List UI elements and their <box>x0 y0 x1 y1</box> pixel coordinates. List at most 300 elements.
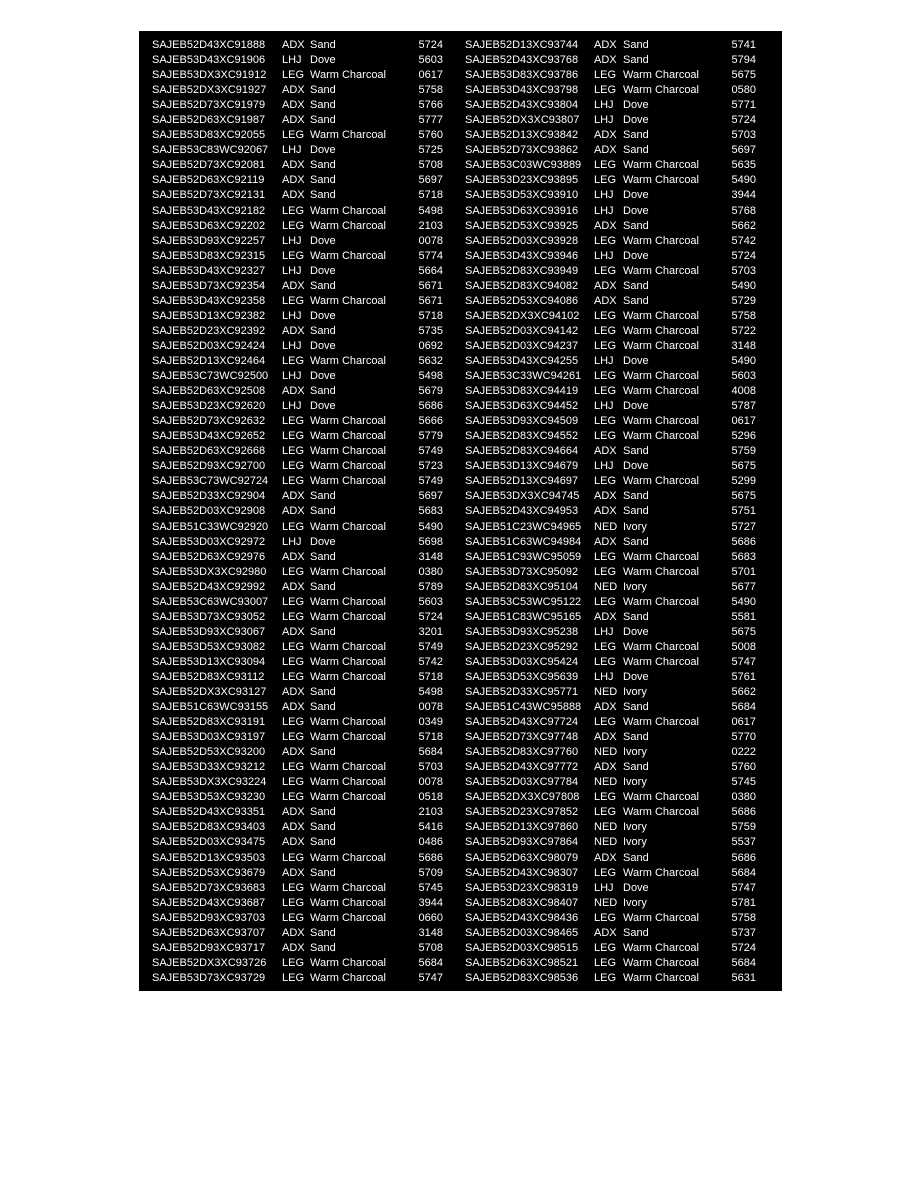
trim-name-cell: Dove <box>623 204 649 217</box>
number-cell: 0222 <box>731 746 756 759</box>
trim-name-cell: Sand <box>310 189 336 202</box>
vin-cell: SAJEB52D43XC93687 <box>152 896 266 909</box>
table-row <box>152 926 782 941</box>
number-cell: 5735 <box>418 324 443 337</box>
trim-code-cell: ADX <box>282 279 305 292</box>
trim-name-cell: Warm Charcoal <box>623 550 699 563</box>
column-gap <box>443 429 465 444</box>
vin-cell: SAJEB53D63XC92202 <box>152 219 266 232</box>
vin-cell: SAJEB52D03XC92908 <box>152 505 266 518</box>
trim-name-cell: Sand <box>310 806 336 819</box>
trim-code-cell: ADX <box>594 610 617 623</box>
number-cell: 5724 <box>731 114 756 127</box>
vin-cell: SAJEB53DX3XC94745 <box>465 490 580 503</box>
trim-name-cell: Dove <box>623 460 649 473</box>
vin-cell: SAJEB52D53XC94086 <box>465 294 579 307</box>
trim-code-cell: LHJ <box>282 370 302 383</box>
number-cell: 5745 <box>418 881 443 894</box>
vin-cell: SAJEB52D63XC98079 <box>465 851 579 864</box>
vin-cell: SAJEB52D73XC91979 <box>152 99 266 112</box>
trim-name-cell: Warm Charcoal <box>310 294 386 307</box>
trim-name-cell: Warm Charcoal <box>623 159 699 172</box>
column-gap <box>443 98 465 113</box>
number-cell: 5742 <box>731 234 756 247</box>
vin-cell: SAJEB52D73XC92131 <box>152 189 266 202</box>
number-cell: 5683 <box>731 550 756 563</box>
column-gap <box>443 459 465 474</box>
trim-name-cell: Ivory <box>623 836 647 849</box>
table-row <box>152 971 782 986</box>
number-cell: 5758 <box>731 911 756 924</box>
trim-name-cell: Sand <box>310 324 336 337</box>
vin-cell: SAJEB52D63XC92119 <box>152 174 265 187</box>
trim-code-cell: LEG <box>594 716 617 729</box>
trim-name-cell: Warm Charcoal <box>623 309 699 322</box>
trim-name-cell: Warm Charcoal <box>623 264 699 277</box>
column-gap <box>443 835 465 850</box>
trim-name-cell: Dove <box>623 400 649 413</box>
table-row <box>152 685 782 700</box>
vin-cell: SAJEB52D23XC97852 <box>465 806 579 819</box>
table-row <box>152 700 782 715</box>
vin-cell: SAJEB51C83WC95165 <box>465 610 582 623</box>
table-row <box>152 820 782 835</box>
trim-code-cell: NED <box>594 520 618 533</box>
number-cell: 5760 <box>731 761 756 774</box>
number-cell: 5684 <box>731 701 756 714</box>
trim-name-cell: Sand <box>623 851 649 864</box>
trim-name-cell: Warm Charcoal <box>623 941 699 954</box>
trim-name-cell: Sand <box>310 84 336 97</box>
number-cell: 5745 <box>731 776 756 789</box>
number-cell: 0617 <box>418 69 443 82</box>
trim-code-cell: LHJ <box>282 400 302 413</box>
trim-name-cell: Dove <box>623 670 649 683</box>
trim-code-cell: ADX <box>282 550 305 563</box>
column-gap <box>443 715 465 730</box>
trim-name-cell: Warm Charcoal <box>623 806 699 819</box>
table-row <box>152 38 782 53</box>
column-gap <box>443 881 465 896</box>
number-cell: 5701 <box>731 565 756 578</box>
column-gap <box>443 83 465 98</box>
number-cell: 5766 <box>418 99 443 112</box>
vin-cell: SAJEB52DX3XC97808 <box>465 791 580 804</box>
column-gap <box>443 866 465 881</box>
table-row <box>152 68 782 83</box>
vin-cell: SAJEB51C63WC93155 <box>152 701 269 714</box>
trim-code-cell: ADX <box>282 84 305 97</box>
number-cell: 3944 <box>731 189 756 202</box>
column-gap <box>443 489 465 504</box>
column-gap <box>443 309 465 324</box>
number-cell: 5603 <box>418 54 443 67</box>
column-gap <box>443 610 465 625</box>
trim-name-cell: Ivory <box>623 580 647 593</box>
trim-name-cell: Sand <box>623 490 649 503</box>
trim-name-cell: Sand <box>310 836 336 849</box>
vin-cell: SAJEB53D83XC92315 <box>152 249 266 262</box>
trim-code-cell: NED <box>594 821 618 834</box>
vin-cell: SAJEB52D13XC92464 <box>152 354 266 367</box>
trim-code-cell: ADX <box>594 39 617 51</box>
trim-name-cell: Warm Charcoal <box>310 640 386 653</box>
vin-cell: SAJEB52DX3XC94102 <box>465 309 580 322</box>
trim-code-cell: ADX <box>594 926 617 939</box>
column-gap <box>443 38 465 53</box>
vin-cell: SAJEB52D83XC98536 <box>465 971 579 984</box>
number-cell: 5758 <box>418 84 443 97</box>
table-row <box>152 896 782 911</box>
trim-code-cell: LEG <box>594 475 617 488</box>
trim-code-cell: ADX <box>594 490 617 503</box>
vin-cell: SAJEB52D83XC98407 <box>465 896 579 909</box>
number-cell: 5490 <box>731 174 756 187</box>
number-cell: 5724 <box>418 39 443 51</box>
vin-cell: SAJEB53D23XC98319 <box>465 881 579 894</box>
number-cell: 5683 <box>418 505 443 518</box>
vin-cell: SAJEB52D43XC98307 <box>465 866 579 879</box>
number-cell: 4008 <box>731 385 756 398</box>
table-row <box>152 53 782 68</box>
trim-code-cell: LEG <box>282 896 305 909</box>
column-gap <box>443 113 465 128</box>
vin-cell: SAJEB52D13XC93503 <box>152 851 266 864</box>
trim-name-cell: Sand <box>310 686 336 699</box>
trim-code-cell: LEG <box>282 460 305 473</box>
number-cell: 3148 <box>418 926 443 939</box>
table-row <box>152 535 782 550</box>
number-cell: 5697 <box>418 174 443 187</box>
vin-cell: SAJEB53D43XC94255 <box>465 354 579 367</box>
number-cell: 2103 <box>418 219 443 232</box>
number-cell: 5703 <box>418 761 443 774</box>
trim-code-cell: ADX <box>594 129 617 142</box>
trim-code-cell: LHJ <box>282 234 302 247</box>
vin-cell: SAJEB52DX3XC93127 <box>152 686 267 699</box>
number-cell: 5299 <box>731 475 756 488</box>
trim-name-cell: Sand <box>310 39 336 51</box>
trim-name-cell: Warm Charcoal <box>623 595 699 608</box>
trim-name-cell: Sand <box>310 625 336 638</box>
trim-name-cell: Dove <box>310 400 336 413</box>
trim-code-cell: LEG <box>282 776 305 789</box>
number-cell: 3148 <box>418 550 443 563</box>
trim-name-cell: Warm Charcoal <box>310 971 386 984</box>
trim-code-cell: LHJ <box>282 54 302 67</box>
vin-cell: SAJEB52D63XC92668 <box>152 445 266 458</box>
trim-name-cell: Warm Charcoal <box>310 354 386 367</box>
trim-name-cell: Warm Charcoal <box>310 249 386 262</box>
number-cell: 5490 <box>731 354 756 367</box>
trim-name-cell: Sand <box>623 294 649 307</box>
trim-name-cell: Sand <box>623 701 649 714</box>
column-gap <box>443 820 465 835</box>
table-row <box>152 941 782 956</box>
number-cell: 0660 <box>418 911 443 924</box>
trim-code-cell: ADX <box>282 39 305 51</box>
vin-cell: SAJEB52DX3XC93807 <box>465 114 580 127</box>
number-cell: 5671 <box>418 279 443 292</box>
column-gap <box>443 775 465 790</box>
vin-cell: SAJEB53D53XC93910 <box>465 189 579 202</box>
table-row <box>152 504 782 519</box>
column-gap <box>443 580 465 595</box>
number-cell: 5498 <box>418 686 443 699</box>
column-gap <box>443 700 465 715</box>
trim-name-cell: Warm Charcoal <box>623 956 699 969</box>
trim-name-cell: Dove <box>623 249 649 262</box>
table-row <box>152 234 782 249</box>
trim-name-cell: Warm Charcoal <box>623 385 699 398</box>
column-gap <box>443 730 465 745</box>
vin-cell: SAJEB53D23XC92620 <box>152 400 266 413</box>
table-row <box>152 188 782 203</box>
vin-cell: SAJEB52D63XC98521 <box>465 956 579 969</box>
trim-code-cell: ADX <box>594 219 617 232</box>
vin-cell: SAJEB53D93XC94509 <box>465 415 579 428</box>
trim-name-cell: Warm Charcoal <box>310 761 386 774</box>
vin-cell: SAJEB51C63WC94984 <box>465 535 582 548</box>
trim-name-cell: Sand <box>310 114 336 127</box>
number-cell: 5724 <box>418 610 443 623</box>
vin-cell: SAJEB52DX3XC93726 <box>152 956 267 969</box>
trim-name-cell: Sand <box>623 39 649 51</box>
vin-cell: SAJEB53D73XC93729 <box>152 971 266 984</box>
vin-cell: SAJEB53D43XC93946 <box>465 249 579 262</box>
trim-code-cell: ADX <box>594 294 617 307</box>
number-cell: 0692 <box>418 339 443 352</box>
trim-code-cell: ADX <box>282 99 305 112</box>
trim-code-cell: ADX <box>282 866 305 879</box>
trim-code-cell: ADX <box>282 189 305 202</box>
trim-code-cell: LHJ <box>594 189 614 202</box>
trim-name-cell: Dove <box>623 354 649 367</box>
trim-code-cell: LEG <box>282 595 305 608</box>
trim-code-cell: LHJ <box>282 264 302 277</box>
number-cell: 5747 <box>418 971 443 984</box>
vin-cell: SAJEB52D33XC95771 <box>465 686 579 699</box>
trim-name-cell: Warm Charcoal <box>623 791 699 804</box>
vin-cell: SAJEB52D73XC93683 <box>152 881 266 894</box>
vin-cell: SAJEB52D03XC93475 <box>152 836 266 849</box>
number-cell: 5722 <box>731 324 756 337</box>
table-row <box>152 805 782 820</box>
number-cell: 5679 <box>418 385 443 398</box>
table-row <box>152 881 782 896</box>
table-row <box>152 98 782 113</box>
column-gap <box>443 173 465 188</box>
vin-table-rows <box>152 38 782 986</box>
trim-code-cell: ADX <box>282 505 305 518</box>
vin-cell: SAJEB53D93XC95238 <box>465 625 579 638</box>
vin-cell: SAJEB52D43XC93351 <box>152 806 266 819</box>
number-cell: 0349 <box>418 716 443 729</box>
trim-name-cell: Sand <box>310 580 336 593</box>
column-gap <box>443 595 465 610</box>
trim-code-cell: LEG <box>594 911 617 924</box>
trim-name-cell: Sand <box>623 129 649 142</box>
number-cell: 5416 <box>418 821 443 834</box>
table-row <box>152 459 782 474</box>
table-row <box>152 474 782 489</box>
trim-name-cell: Sand <box>623 761 649 774</box>
trim-name-cell: Warm Charcoal <box>310 520 386 533</box>
trim-name-cell: Warm Charcoal <box>623 866 699 879</box>
trim-code-cell: ADX <box>282 159 305 172</box>
trim-code-cell: ADX <box>282 701 305 714</box>
vin-cell: SAJEB53D93XC92257 <box>152 234 266 247</box>
trim-name-cell: Dove <box>310 535 336 548</box>
column-gap <box>443 369 465 384</box>
trim-code-cell: ADX <box>594 505 617 518</box>
trim-name-cell: Sand <box>623 505 649 518</box>
trim-code-cell: LEG <box>282 731 305 744</box>
trim-code-cell: LEG <box>594 69 617 82</box>
table-row <box>152 625 782 640</box>
vin-cell: SAJEB53C63WC93007 <box>152 595 269 608</box>
vin-cell: SAJEB52D13XC97860 <box>465 821 579 834</box>
trim-code-cell: NED <box>594 686 618 699</box>
number-cell: 5686 <box>731 535 756 548</box>
trim-code-cell: LEG <box>282 610 305 623</box>
trim-name-cell: Warm Charcoal <box>623 84 699 97</box>
vin-cell: SAJEB53D83XC94419 <box>465 385 579 398</box>
table-row <box>152 775 782 790</box>
trim-name-cell: Dove <box>623 189 649 202</box>
trim-code-cell: ADX <box>282 385 305 398</box>
column-gap <box>443 670 465 685</box>
number-cell: 2103 <box>418 806 443 819</box>
vin-cell: SAJEB52D83XC97760 <box>465 746 579 759</box>
column-gap <box>443 53 465 68</box>
trim-name-cell: Warm Charcoal <box>310 670 386 683</box>
vin-cell: SAJEB53DX3XC91912 <box>152 69 267 82</box>
table-row <box>152 128 782 143</box>
vin-cell: SAJEB53D43XC92358 <box>152 294 266 307</box>
column-gap <box>443 204 465 219</box>
vin-cell: SAJEB52D73XC93862 <box>465 144 579 157</box>
vin-cell: SAJEB53D83XC92055 <box>152 129 266 142</box>
trim-code-cell: LEG <box>594 339 617 352</box>
trim-name-cell: Warm Charcoal <box>310 460 386 473</box>
number-cell: 5684 <box>418 746 443 759</box>
trim-code-cell: LEG <box>594 430 617 443</box>
trim-code-cell: LEG <box>282 445 305 458</box>
trim-name-cell: Warm Charcoal <box>623 370 699 383</box>
number-cell: 5581 <box>731 610 756 623</box>
trim-code-cell: ADX <box>282 324 305 337</box>
trim-code-cell: LEG <box>282 219 305 232</box>
number-cell: 5008 <box>731 640 756 653</box>
trim-code-cell: LHJ <box>282 339 302 352</box>
table-row <box>152 489 782 504</box>
trim-code-cell: LEG <box>594 370 617 383</box>
number-cell: 5760 <box>418 129 443 142</box>
trim-code-cell: LEG <box>282 655 305 668</box>
number-cell: 5684 <box>731 956 756 969</box>
table-row <box>152 249 782 264</box>
trim-code-cell: NED <box>594 580 618 593</box>
column-gap <box>443 399 465 414</box>
vin-cell: SAJEB52D43XC94953 <box>465 505 579 518</box>
vin-cell: SAJEB53D53XC93082 <box>152 640 266 653</box>
vin-cell: SAJEB52D33XC92904 <box>152 490 266 503</box>
number-cell: 5747 <box>731 655 756 668</box>
trim-name-cell: Warm Charcoal <box>623 339 699 352</box>
trim-name-cell: Warm Charcoal <box>623 234 699 247</box>
trim-code-cell: LEG <box>594 309 617 322</box>
number-cell: 0078 <box>418 701 443 714</box>
trim-name-cell: Sand <box>310 490 336 503</box>
vin-cell: SAJEB53D43XC93798 <box>465 84 579 97</box>
trim-code-cell: LEG <box>594 866 617 879</box>
vin-cell: SAJEB53DX3XC92980 <box>152 565 267 578</box>
number-cell: 5761 <box>731 670 756 683</box>
trim-name-cell: Sand <box>623 610 649 623</box>
trim-code-cell: ADX <box>282 580 305 593</box>
number-cell: 5498 <box>418 370 443 383</box>
number-cell: 5490 <box>418 520 443 533</box>
trim-name-cell: Sand <box>310 926 336 939</box>
vin-cell: SAJEB53D63XC93916 <box>465 204 579 217</box>
number-cell: 5749 <box>418 475 443 488</box>
vin-cell: SAJEB52DX3XC91927 <box>152 84 267 97</box>
trim-code-cell: LEG <box>282 294 305 307</box>
trim-code-cell: ADX <box>594 535 617 548</box>
trim-name-cell: Warm Charcoal <box>310 129 386 142</box>
trim-name-cell: Dove <box>623 114 649 127</box>
vin-cell: SAJEB52D43XC93768 <box>465 54 579 67</box>
vin-cell: SAJEB52D73XC92632 <box>152 415 266 428</box>
vin-cell: SAJEB52D43XC92992 <box>152 580 266 593</box>
column-gap <box>443 851 465 866</box>
vin-cell: SAJEB52D63XC93707 <box>152 926 266 939</box>
trim-name-cell: Sand <box>310 159 336 172</box>
table-row <box>152 83 782 98</box>
column-gap <box>443 926 465 941</box>
trim-code-cell: ADX <box>282 941 305 954</box>
vin-cell: SAJEB53D13XC93094 <box>152 655 266 668</box>
table-row <box>152 309 782 324</box>
vin-cell: SAJEB53D43XC92182 <box>152 204 266 217</box>
table-row <box>152 384 782 399</box>
vin-cell: SAJEB51C33WC92920 <box>152 520 269 533</box>
vin-cell: SAJEB52D23XC92392 <box>152 324 266 337</box>
table-row <box>152 173 782 188</box>
number-cell: 5794 <box>731 54 756 67</box>
table-row <box>152 655 782 670</box>
vin-cell: SAJEB52D43XC91888 <box>152 39 266 51</box>
trim-name-cell: Sand <box>310 279 336 292</box>
trim-code-cell: LEG <box>594 385 617 398</box>
column-gap <box>443 414 465 429</box>
number-cell: 5686 <box>731 806 756 819</box>
trim-code-cell: LHJ <box>594 625 614 638</box>
vin-cell: SAJEB53C83WC92067 <box>152 144 269 157</box>
number-cell: 5725 <box>418 144 443 157</box>
vin-cell: SAJEB52D83XC93191 <box>152 716 266 729</box>
vin-cell: SAJEB52D83XC93112 <box>152 670 265 683</box>
trim-name-cell: Sand <box>623 219 649 232</box>
column-gap <box>443 384 465 399</box>
column-gap <box>443 790 465 805</box>
vin-cell: SAJEB52D53XC93925 <box>465 219 579 232</box>
table-row <box>152 835 782 850</box>
trim-name-cell: Warm Charcoal <box>623 324 699 337</box>
column-gap <box>443 474 465 489</box>
vin-cell: SAJEB53D13XC92382 <box>152 309 266 322</box>
